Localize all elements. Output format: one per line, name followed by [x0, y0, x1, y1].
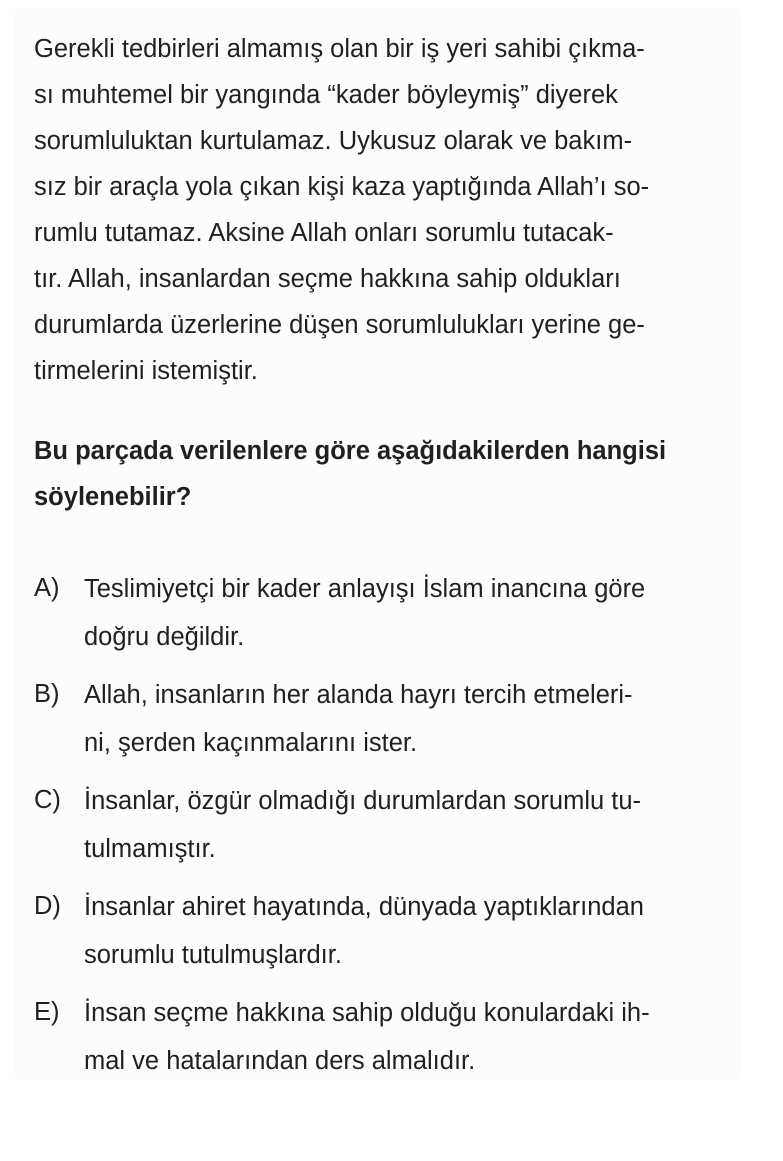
passage-line: rumlu tutamaz. Aksine Allah onları sorumlu tutacak-: [34, 219, 614, 247]
option-d[interactable]: [34, 883, 734, 979]
option-line: tulmamıştır.: [84, 835, 216, 863]
question-line: söylenebilir?: [34, 483, 192, 511]
option-line: mal ve hatalarından ders almalıdır.: [84, 1047, 476, 1075]
option-text: [84, 989, 734, 1085]
question-line: Bu parçada verilenlere göre aşağıdakilerden hangisi: [34, 437, 667, 465]
passage-text: [34, 26, 734, 394]
question-stem: [34, 428, 734, 520]
option-text: [84, 565, 734, 661]
passage-line: sız bir araçla yola çıkan kişi kaza yaptığında Allah’ı so-: [34, 173, 650, 201]
option-letter: A): [34, 574, 60, 602]
option-line: İnsanlar, özgür olmadığı durumlardan sorumlu tu-: [84, 787, 642, 815]
option-line: doğru değildir.: [84, 623, 245, 651]
option-line: Allah, insanların her alanda hayrı tercih etmeleri-: [84, 681, 633, 709]
option-line: sorumlu tutulmuşlardır.: [84, 941, 342, 969]
option-letter: E): [34, 998, 60, 1026]
passage-line: Gerekli tedbirleri almamış olan bir iş yeri sahibi çıkma-: [34, 35, 645, 63]
passage-line: tirmelerini istemiştir.: [34, 357, 258, 385]
option-text: [84, 883, 734, 979]
option-e[interactable]: [34, 989, 734, 1085]
passage-line: tır. Allah, insanlardan seçme hakkına sahip oldukları: [34, 265, 621, 293]
option-a[interactable]: [34, 565, 734, 661]
option-b[interactable]: [34, 671, 734, 767]
answer-options: [34, 565, 734, 1095]
option-line: ni, şerden kaçınmalarını ister.: [84, 729, 418, 757]
option-line: İnsanlar ahiret hayatında, dünyada yaptıklarından: [84, 893, 644, 921]
passage-line: durumlarda üzerlerine düşen sorumlulukları yerine ge-: [34, 311, 645, 339]
option-line: İnsan seçme hakkına sahip olduğu konulardaki ih-: [84, 999, 650, 1027]
passage-line: sı muhtemel bir yangında “kader böyleymiş” diyerek: [34, 81, 618, 109]
option-text: [84, 777, 734, 873]
option-c[interactable]: [34, 777, 734, 873]
option-text: [84, 671, 734, 767]
option-letter: C): [34, 786, 61, 814]
passage-line: sorumluluktan kurtulamaz. Uykusuz olarak ve bakım-: [34, 127, 633, 155]
option-letter: D): [34, 892, 61, 920]
option-line: Teslimiyetçi bir kader anlayışı İslam inancına göre: [84, 575, 646, 603]
option-letter: B): [34, 680, 60, 708]
